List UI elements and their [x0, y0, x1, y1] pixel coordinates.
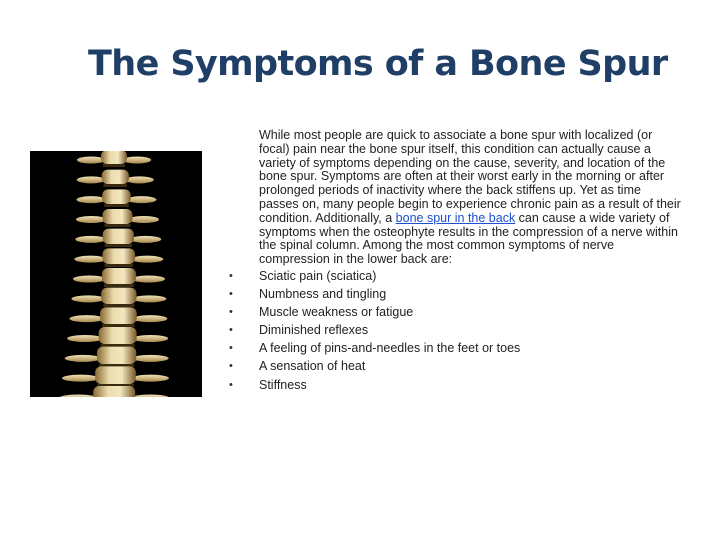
- transverse-process: [77, 176, 106, 183]
- paragraph-text-after-link: can cause a wide variety of symptoms when the osteophyte results in the compression of a nerve within the spinal column. Among the most common symptoms of nerve compression in the lower back are:: [259, 210, 678, 267]
- spinal-disc: [103, 164, 125, 167]
- vertebra: [102, 209, 132, 224]
- transverse-process: [133, 295, 167, 302]
- transverse-process: [133, 315, 168, 322]
- vertebra: [93, 386, 135, 397]
- transverse-process: [132, 355, 168, 362]
- list-item-text: A sensation of heat: [259, 359, 366, 374]
- bullet-icon: •: [229, 288, 233, 301]
- list-item-text: Numbness and tingling: [259, 287, 387, 302]
- vertebra: [102, 268, 136, 284]
- vertebra: [101, 151, 127, 164]
- intro-paragraph: [259, 129, 683, 267]
- slide-body: [229, 128, 683, 394]
- transverse-process: [132, 276, 165, 283]
- transverse-process: [132, 375, 169, 382]
- bone-spur-link[interactable]: bone spur in the back: [395, 210, 516, 225]
- bullet-icon: •: [229, 306, 233, 319]
- transverse-process: [71, 295, 105, 302]
- list-item-text: Muscle weakness or fatigue: [259, 305, 414, 320]
- slide-title: The Symptoms of a Bone Spur: [88, 44, 668, 84]
- vertebra: [102, 170, 129, 184]
- list-item: [229, 321, 683, 339]
- transverse-process: [77, 157, 105, 164]
- vertebra: [99, 327, 137, 344]
- transverse-process: [125, 176, 154, 183]
- transverse-process: [74, 256, 106, 263]
- transverse-process: [69, 315, 104, 322]
- list-item: [229, 285, 683, 303]
- transverse-process: [130, 236, 161, 243]
- spinal-disc: [104, 224, 130, 227]
- vertebra: [102, 189, 131, 204]
- spinal-disc: [103, 304, 134, 307]
- spinal-disc: [104, 284, 134, 287]
- paragraph-text-before-link: While most people are quick to associate a bone spur with localized (or focal) pain near the bone spur itself, this condition can actually cause a variety of symptoms depending on the cause, severity, and location of the bone spur. Symptoms are often at their worst early in the morning or after prolonged periods of inactivity where the back stiffens up. Yet as time passes on, many people begin to experience chronic pain as a result of their condition. Additionally, a: [259, 128, 681, 225]
- list-item-text: A feeling of pins-and-needles in the feet or toes: [259, 341, 521, 356]
- transverse-process: [131, 256, 163, 263]
- transverse-process: [67, 335, 103, 342]
- transverse-process: [76, 216, 107, 223]
- transverse-process: [133, 335, 169, 342]
- transverse-process: [76, 196, 106, 203]
- list-item-text: Diminished reflexes: [259, 323, 369, 338]
- bullet-icon: •: [229, 360, 233, 373]
- bullet-icon: •: [229, 269, 233, 282]
- vertebra: [95, 366, 136, 384]
- spinal-disc: [104, 264, 133, 267]
- transverse-process: [123, 157, 151, 164]
- transverse-process: [75, 236, 106, 243]
- spinal-disc: [105, 244, 132, 247]
- list-item: [229, 339, 683, 357]
- spinal-disc: [101, 344, 135, 347]
- spinal-disc: [102, 324, 135, 327]
- list-item: [229, 376, 683, 394]
- transverse-process: [62, 375, 99, 382]
- vertebra: [102, 248, 135, 264]
- vertebra: [103, 229, 134, 244]
- transverse-process: [128, 216, 159, 223]
- list-item: [229, 267, 683, 285]
- list-item-text: Sciatic pain (sciatica): [259, 268, 377, 283]
- spine-image: [30, 151, 202, 397]
- vertebra: [100, 307, 137, 324]
- transverse-process: [65, 355, 101, 362]
- list-item-text: Stiffness: [259, 377, 307, 392]
- symptom-list: [229, 267, 683, 394]
- vertebra: [101, 288, 136, 304]
- spinal-disc: [104, 204, 129, 207]
- spinal-disc: [104, 184, 127, 187]
- bullet-icon: •: [229, 378, 233, 391]
- transverse-process: [127, 196, 157, 203]
- list-item: [229, 357, 683, 375]
- vertebra: [97, 347, 136, 364]
- bullet-icon: •: [229, 342, 233, 355]
- transverse-process: [73, 276, 106, 283]
- list-item: [229, 303, 683, 321]
- bullet-icon: •: [229, 324, 233, 337]
